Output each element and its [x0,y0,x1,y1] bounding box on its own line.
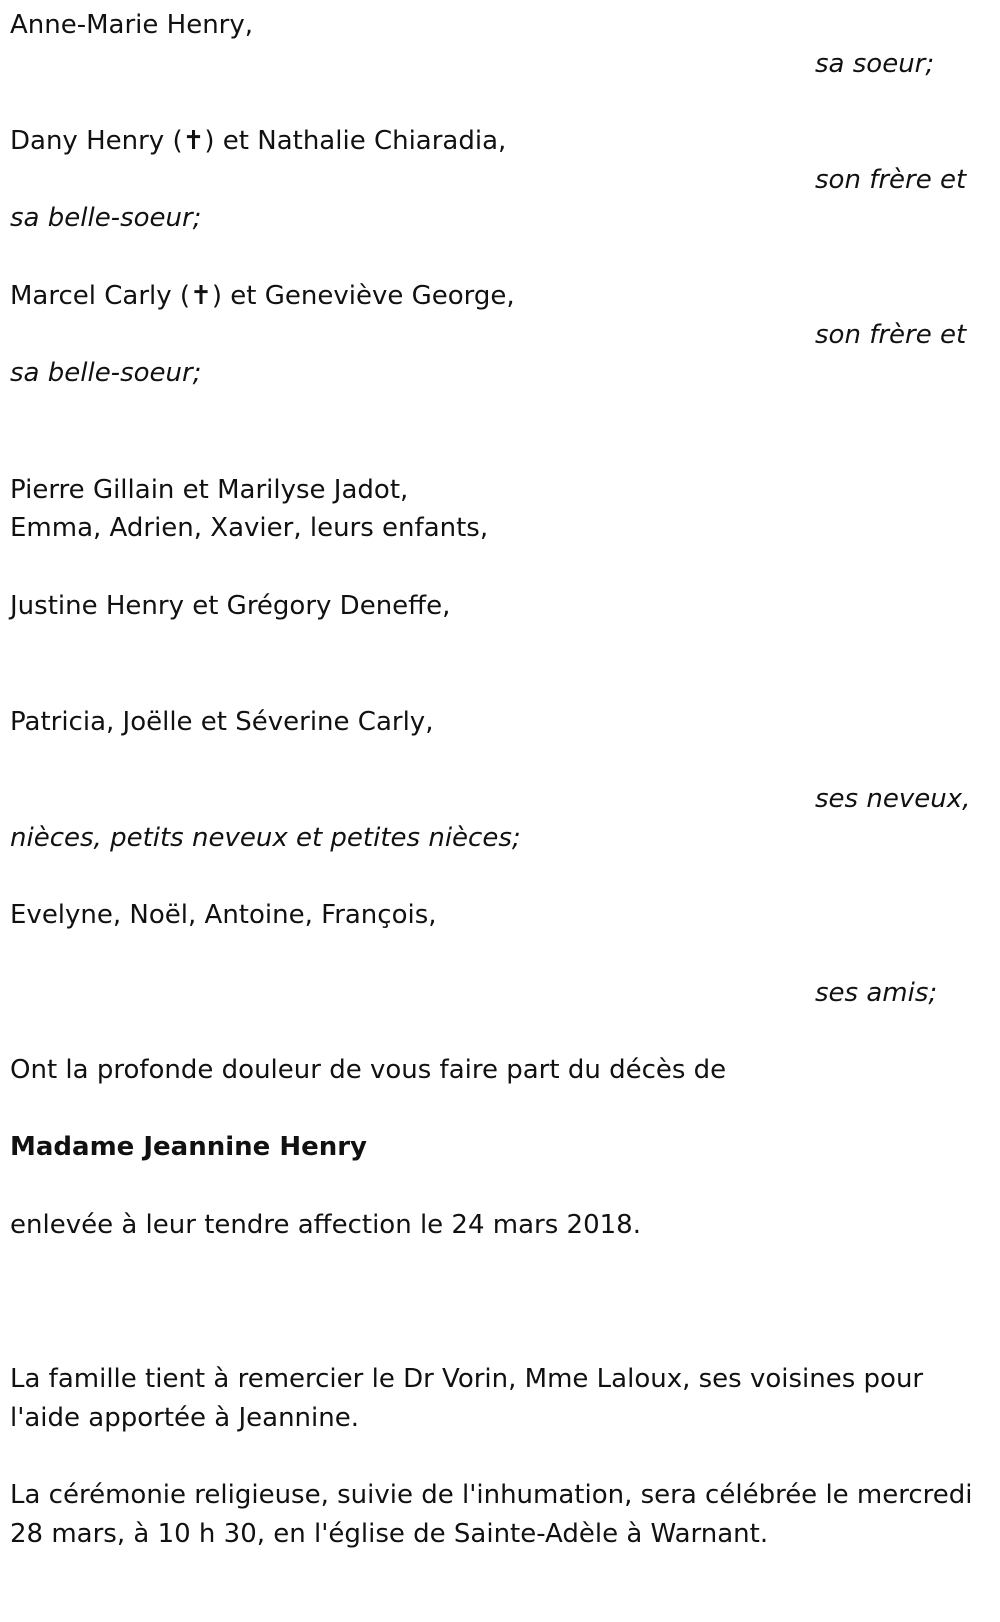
family-line-marcel [10,276,515,316]
family-line-dany [10,121,506,161]
cross-icon: ✝ [182,126,205,156]
name-text: ) et Nathalie Chiaradia, [204,126,507,156]
cross-icon: ✝ [190,281,212,311]
family-line-patricia: Patricia, Joëlle et Séverine Carly, [10,707,434,737]
family-line-anne-marie: Anne-Marie Henry, [10,10,254,40]
ceremony-line-1: La cérémonie religieuse, suivie de l'inhumation, sera célébrée le mercredi [10,1480,973,1510]
deceased-name: Madame Jeannine Henry [10,1132,368,1162]
name-text: Marcel Carly ( [10,281,191,311]
name-text: ) et Geneviève George, [211,281,515,311]
relation-nieces: nièces, petits neveux et petites nièces; [10,823,521,853]
name-text: Dany Henry ( [10,126,183,156]
announcement-intro: Ont la profonde douleur de vous faire part du décès de [10,1055,727,1085]
relation-brother: son frère et [815,165,967,195]
relation-sister-in-law: sa belle-soeur; [10,358,202,388]
relation-brother: son frère et [815,320,967,350]
announcement-detail: enlevée à leur tendre affection le 24 mars 2018. [10,1210,641,1240]
family-line-pierre: Pierre Gillain et Marilyse Jadot, [10,475,409,505]
thanks-line-2: l'aide apportée à Jeannine. [10,1403,359,1433]
relation-nephews: ses neveux, [815,784,971,814]
family-line-children: Emma, Adrien, Xavier, leurs enfants, [10,513,489,543]
relation-friends: ses amis; [815,978,938,1008]
thanks-line-1: La famille tient à remercier le Dr Vorin, Mme Laloux, ses voisines pour [10,1364,924,1394]
relation-sister-in-law: sa belle-soeur; [10,203,202,233]
family-line-friends: Evelyne, Noël, Antoine, François, [10,900,437,930]
family-line-justine: Justine Henry et Grégory Deneffe, [10,591,451,621]
relation-sister: sa soeur; [815,49,935,79]
ceremony-line-2: 28 mars, à 10 h 30, en l'église de Sainte-Adèle à Warnant. [10,1519,769,1549]
